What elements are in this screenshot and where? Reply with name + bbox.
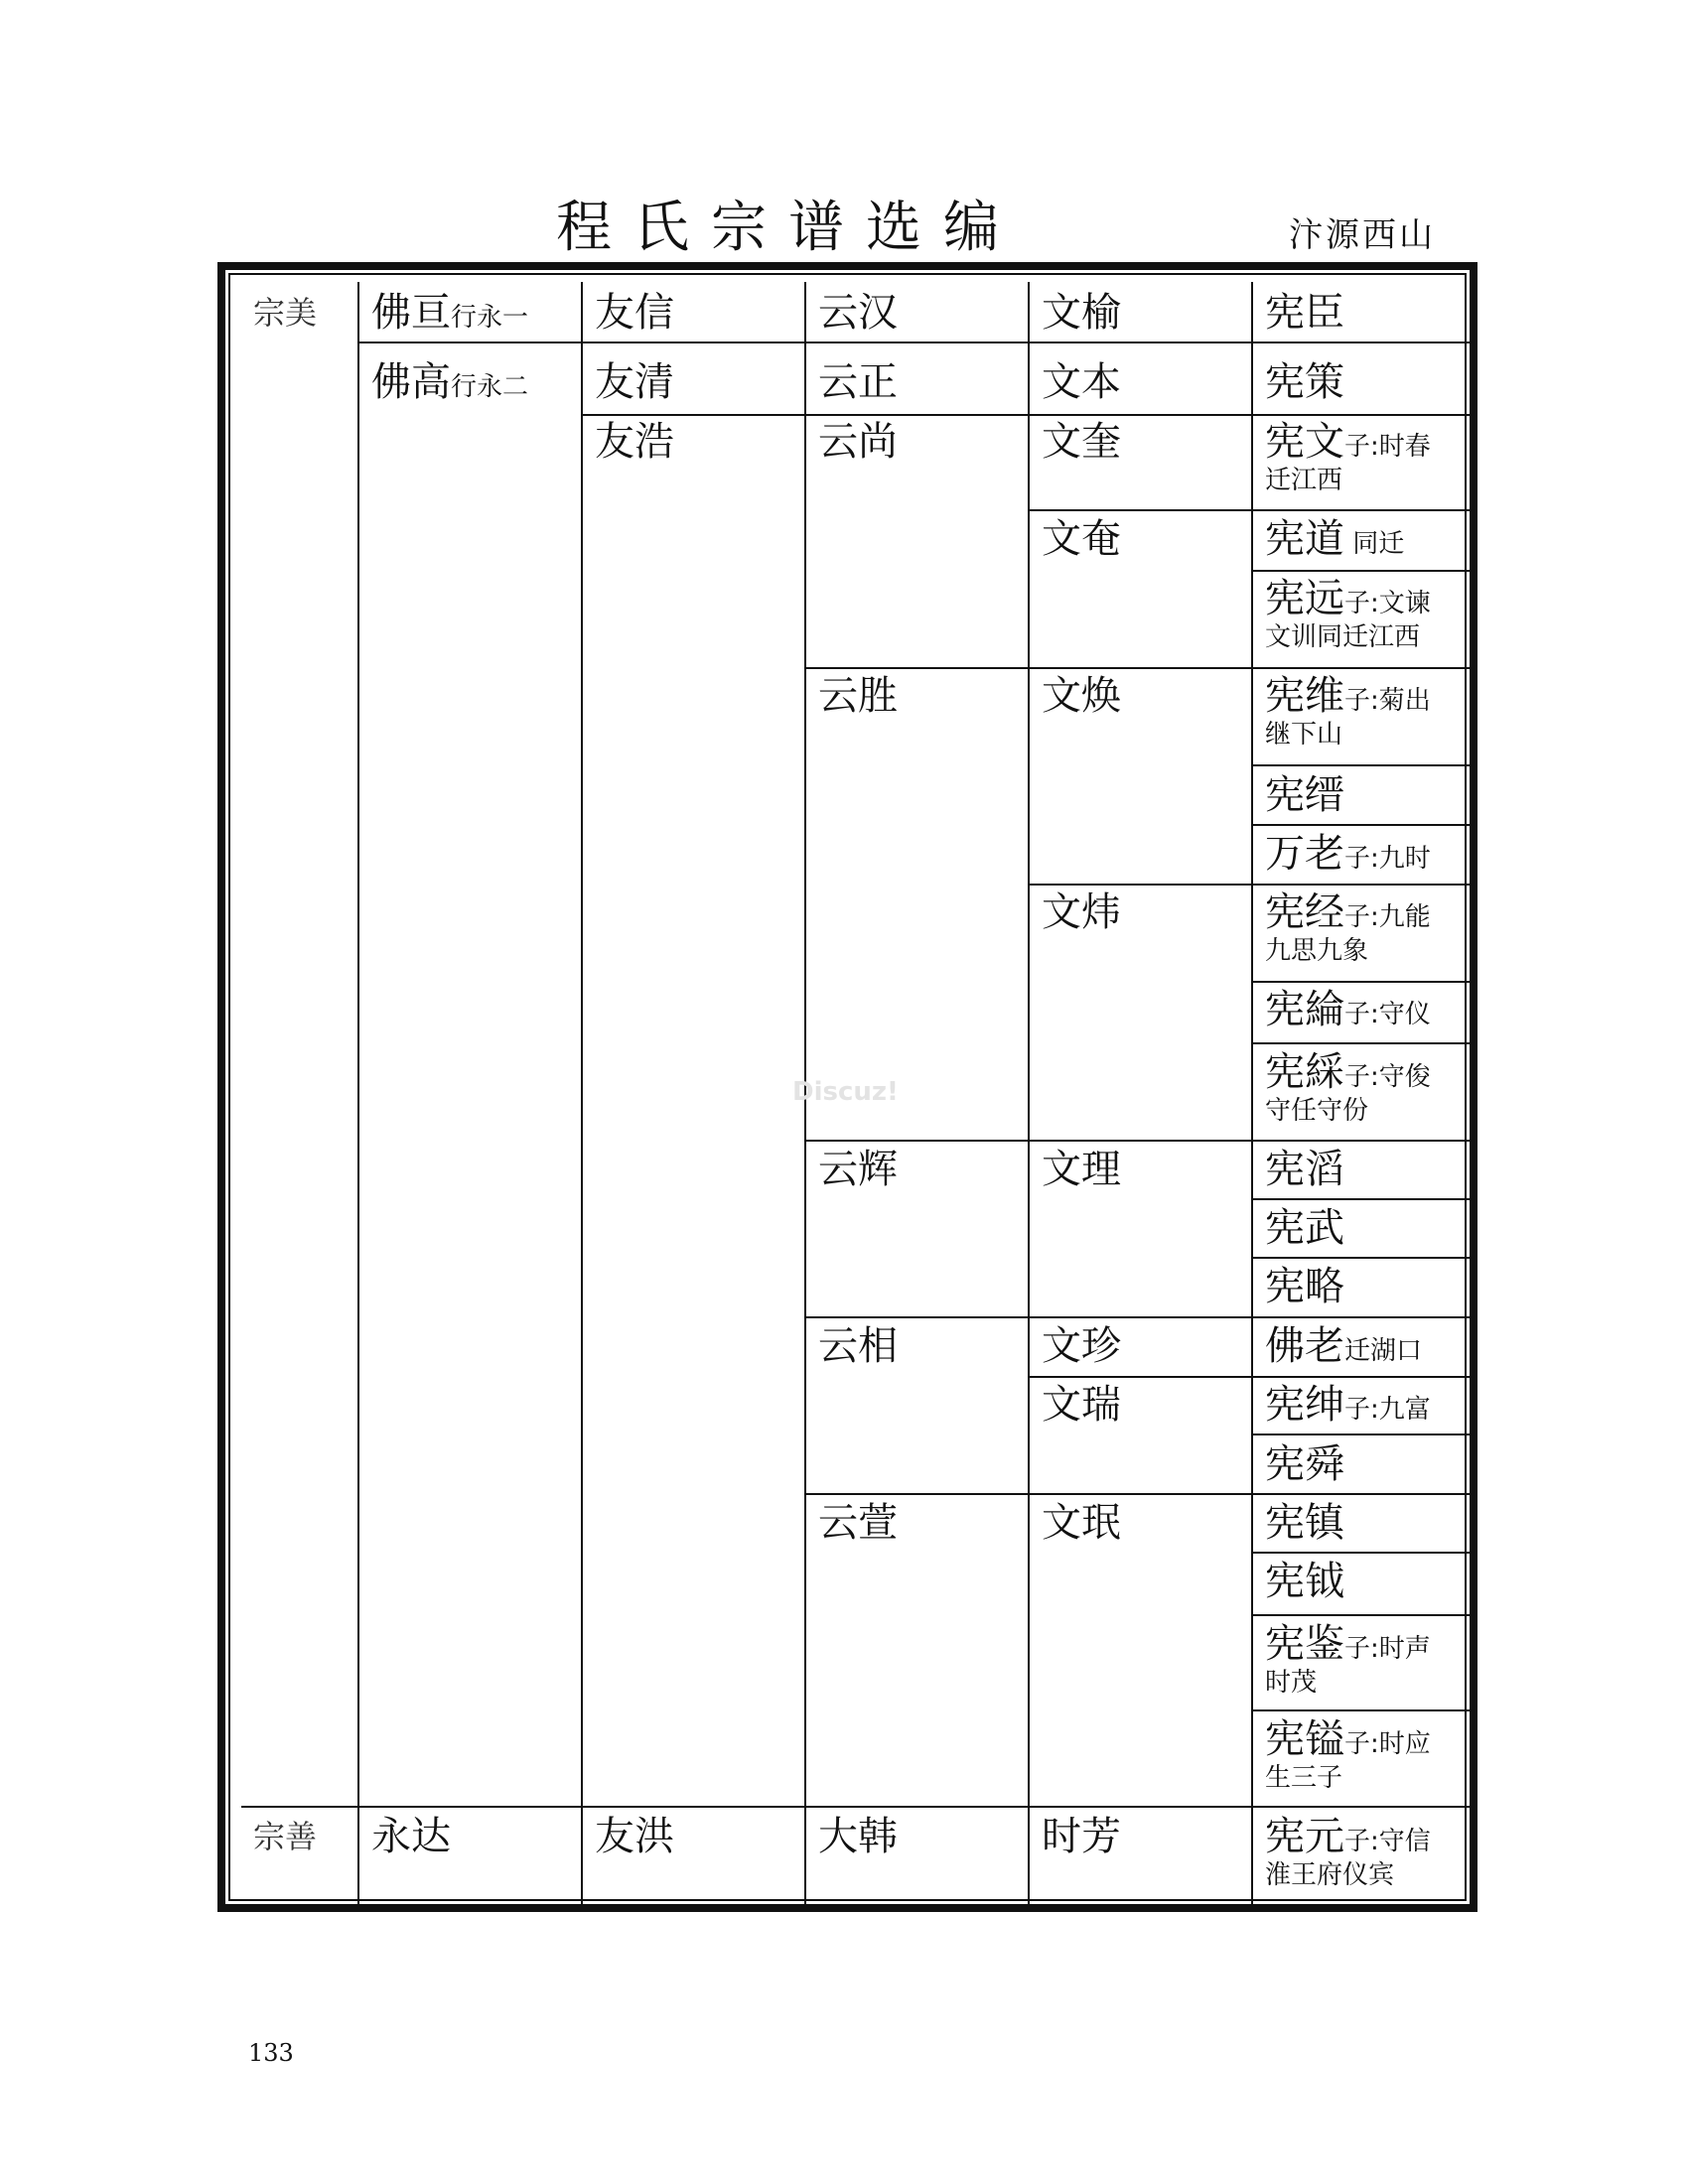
person-note-continued: 继下山 [1265, 720, 1343, 750]
person-name: 永达 [371, 1814, 451, 1859]
person-name: 云辉 [818, 1147, 898, 1192]
person-entry [1265, 827, 1467, 881]
person-entry [1265, 983, 1467, 1036]
person-entry [1265, 1378, 1467, 1432]
person-name: 友信 [595, 290, 674, 336]
person-entry [1265, 1319, 1467, 1373]
person-name: 大韩 [818, 1814, 898, 1859]
person-note: 行永二 [451, 372, 529, 402]
person-entry [371, 1810, 577, 1863]
row-divider [1251, 1257, 1475, 1259]
person-name: 云汉 [818, 290, 898, 336]
person-entry [818, 286, 1024, 340]
person-entry [1042, 415, 1247, 469]
person-name: 文珉 [1042, 1500, 1121, 1546]
person-entry [371, 355, 577, 409]
person-note: 迁湖口 [1344, 1336, 1423, 1366]
person-name: 云尚 [818, 419, 898, 465]
person-name: 云萱 [818, 1500, 898, 1546]
person-name: 宪维 [1265, 673, 1344, 719]
person-note: 同迁 [1344, 529, 1405, 559]
person-name: 文榆 [1042, 290, 1121, 336]
person-name: 文焕 [1042, 673, 1121, 719]
person-entry [1265, 669, 1467, 751]
person-name: 文奎 [1042, 419, 1121, 465]
column-divider [1028, 282, 1030, 1910]
person-entry [1042, 1319, 1247, 1373]
person-name: 友洪 [595, 1814, 674, 1859]
person-note-continued: 迁江西 [1265, 466, 1343, 495]
person-entry [253, 1810, 353, 1863]
person-note-continued: 守任守份 [1265, 1096, 1369, 1126]
person-name: 宪钺 [1265, 1559, 1344, 1604]
person-entry [1265, 572, 1467, 653]
person-entry [1042, 1378, 1247, 1432]
person-name: 宪舜 [1265, 1441, 1344, 1487]
row-divider [1251, 1552, 1475, 1554]
person-name: 云正 [818, 359, 898, 405]
person-note: 子:文谏 [1344, 589, 1431, 618]
person-entry [1265, 1260, 1467, 1313]
person-note: 子:守俊 [1344, 1062, 1431, 1092]
watermark: Discuz! [792, 1077, 899, 1107]
person-entry [1265, 512, 1467, 566]
place-name: 汴源西山 [1289, 215, 1436, 255]
person-note: 子:九时 [1344, 844, 1431, 874]
row-divider [1251, 764, 1475, 766]
person-name: 宪鉴 [1265, 1621, 1344, 1667]
person-name: 文理 [1042, 1147, 1121, 1192]
person-entry [818, 1143, 1024, 1196]
person-note: 子:时应 [1344, 1729, 1431, 1759]
person-name: 宪文 [1265, 419, 1344, 465]
person-entry [1265, 768, 1467, 822]
person-entry [1265, 1617, 1467, 1699]
person-note-continued: 九思九象 [1265, 936, 1369, 966]
person-entry [1265, 1496, 1467, 1550]
person-name: 宪綵 [1265, 1049, 1344, 1095]
person-note-continued: 文训同迁江西 [1265, 622, 1421, 652]
row-divider [1251, 824, 1475, 826]
person-entry [371, 286, 577, 340]
column-divider [357, 282, 359, 1910]
person-entry [1042, 286, 1247, 340]
row-divider [1251, 1433, 1475, 1435]
person-name: 友浩 [595, 419, 674, 465]
row-divider [1251, 1709, 1475, 1711]
person-entry [1265, 1201, 1467, 1255]
person-name: 文珍 [1042, 1323, 1121, 1369]
person-note-continued: 淮王府仪宾 [1265, 1860, 1395, 1890]
person-name: 宪滔 [1265, 1147, 1344, 1192]
person-name: 时芳 [1042, 1814, 1121, 1859]
person-name: 宪绅 [1265, 1382, 1344, 1428]
person-note-continued: 生三子 [1265, 1763, 1343, 1793]
person-name: 宪綸 [1265, 987, 1344, 1032]
person-name: 佛高 [371, 359, 451, 405]
person-entry [1265, 1555, 1467, 1608]
person-name: 宪元 [1265, 1814, 1344, 1859]
person-name: 宪镒 [1265, 1716, 1344, 1762]
row-divider [241, 1806, 1475, 1808]
person-note: 子:守仪 [1344, 1000, 1431, 1029]
person-entry [1265, 286, 1467, 340]
person-name: 宗善 [253, 1818, 318, 1855]
person-name: 文炜 [1042, 889, 1121, 935]
person-entry [1042, 355, 1247, 409]
person-entry [1265, 1712, 1467, 1794]
person-note-continued: 时茂 [1265, 1668, 1318, 1698]
person-name: 友清 [595, 359, 674, 405]
person-entry [818, 1810, 1024, 1863]
person-note: 行永一 [451, 303, 529, 333]
row-divider [1251, 1614, 1475, 1616]
row-divider [1251, 1042, 1475, 1044]
person-entry [818, 1319, 1024, 1373]
person-entry [595, 286, 800, 340]
row-divider [804, 1493, 1475, 1495]
person-name: 宪臣 [1265, 290, 1344, 336]
person-entry [253, 286, 353, 340]
person-name: 文瑞 [1042, 1382, 1121, 1428]
person-name: 云相 [818, 1323, 898, 1369]
person-entry [818, 669, 1024, 723]
person-entry [1042, 1496, 1247, 1550]
person-entry [595, 1810, 800, 1863]
person-name: 佛老 [1265, 1323, 1344, 1369]
person-entry [595, 355, 800, 409]
person-note: 子:时春 [1344, 432, 1431, 462]
column-divider [1251, 282, 1253, 1910]
person-name: 宪经 [1265, 889, 1344, 935]
row-divider [1028, 509, 1475, 511]
person-entry [1042, 512, 1247, 566]
person-entry [1265, 1045, 1467, 1127]
person-name: 文奄 [1042, 516, 1121, 562]
person-note: 子:守信 [1344, 1827, 1431, 1856]
person-name: 宪缙 [1265, 772, 1344, 818]
person-name: 宗美 [253, 294, 318, 332]
person-name: 宪道 [1265, 516, 1344, 562]
person-name: 云胜 [818, 673, 898, 719]
person-entry [1265, 1143, 1467, 1196]
person-entry [818, 355, 1024, 409]
person-entry [818, 1496, 1024, 1550]
person-entry [1042, 669, 1247, 723]
person-entry [1042, 886, 1247, 939]
person-entry [1042, 1143, 1247, 1196]
person-name: 宪远 [1265, 576, 1344, 621]
person-name: 宪略 [1265, 1264, 1344, 1309]
person-entry [1042, 1810, 1247, 1863]
person-entry [1265, 355, 1467, 409]
person-note: 子:时声 [1344, 1634, 1431, 1664]
row-divider [804, 1140, 1475, 1142]
person-name: 佛亘 [371, 290, 451, 336]
person-entry [1265, 415, 1467, 496]
person-entry [595, 415, 800, 469]
person-name: 宪武 [1265, 1205, 1344, 1251]
person-note: 子:菊出 [1344, 686, 1431, 716]
column-divider [581, 282, 583, 1910]
person-note: 子:九富 [1344, 1395, 1431, 1425]
row-divider [357, 341, 1475, 343]
book-title: 程氏宗谱选编 [556, 196, 1021, 260]
person-name: 宪镇 [1265, 1500, 1344, 1546]
person-name: 万老 [1265, 831, 1344, 877]
person-entry [1265, 1437, 1467, 1491]
person-entry [1265, 886, 1467, 967]
person-name: 文本 [1042, 359, 1121, 405]
row-divider [804, 1316, 1475, 1318]
person-name: 宪策 [1265, 359, 1344, 405]
person-entry [1265, 1810, 1467, 1891]
person-entry [818, 415, 1024, 469]
row-divider [1251, 1198, 1475, 1200]
person-note: 子:九能 [1344, 902, 1431, 932]
page-number: 133 [248, 2039, 294, 2067]
